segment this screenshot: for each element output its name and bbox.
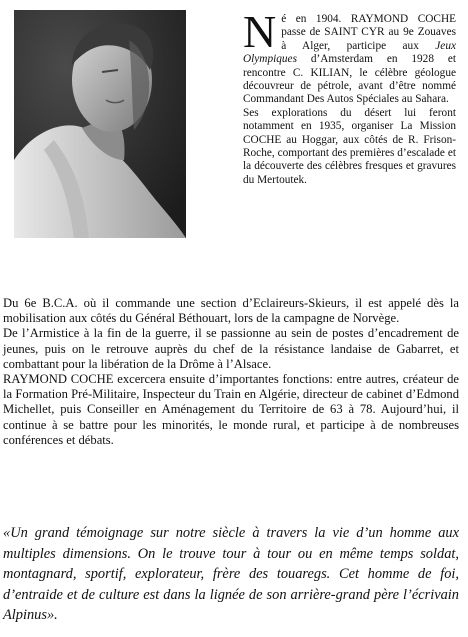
body-paragraph-1: Du 6e B.C.A. où il commande une section d’Eclaireurs-Skieurs, il est appelé dès la mobilisation aux côtés du Général Béthouart, lors de la campagne de Norvège. — [3, 296, 459, 326]
bio-paragraph-2: Ses explorations du désert lui feront notamment en 1935, organiser La Mission COCHE au Hoggar, aux côtés de R. Frison-Roche, comportant des premières d’escalade et la découverte des célèbres fresques et gravures du Mertoutek. — [243, 106, 456, 186]
bio-paragraph-1-part-a: é en 1904. RAYMOND COCHE passe de SAINT CYR au 9e Zouaves à Alger, participe aux — [281, 13, 456, 52]
main-text — [3, 296, 459, 448]
portrait-image — [14, 10, 186, 238]
portrait-photo — [14, 10, 186, 238]
bio-paragraph-1 — [243, 6, 456, 107]
bio-text — [243, 6, 456, 187]
quote-block — [3, 523, 459, 626]
drop-cap: N — [243, 6, 277, 57]
bio-paragraph-1-part-b: d’Amsterdam en 1928 et rencontre C. KILIAN, le célèbre géologue découvreur de pétrole, avant d’être nommé Commandant Des Autos Spéciales au Sahara. — [243, 53, 456, 106]
quote-text: «Un grand témoignage sur notre siècle à travers la vie d’un homme aux multiples dimensions. On le trouve tour à tour ou en même temps soldat, montagnard, sportif, explorateur, frère des touaregs. Cet homme de foi, d’entraide et de culture est dans la lignée de son arrière-grand père l’écrivain Alpinus». — [3, 525, 459, 623]
body-paragraph-3: RAYMOND COCHE excercera ensuite d’importantes fonctions: entre autres, créateur de la Formation Pré-Militaire, Inspecteur du Train en Algérie, directeur de cabinet d’Edmond Michellet, puis Conseiller en Aménagement du Territoire de 63 à 78. Aujourd’hui, il continue à se battre pour les minorités, le monde rural, et participe à de nombreuses conférences et débats. — [3, 372, 459, 447]
body-paragraph-2: De l’Armistice à la fin de la guerre, il se passionne au sein de postes d’encadrement de jeunes, puis on le retrouve auprès du chef de la résistance landaise de Gabarret, et combattant pour la libération de la Drôme à l’Alsace. — [3, 326, 459, 371]
olympic-games-text: Jeux Olympiques — [243, 39, 456, 66]
